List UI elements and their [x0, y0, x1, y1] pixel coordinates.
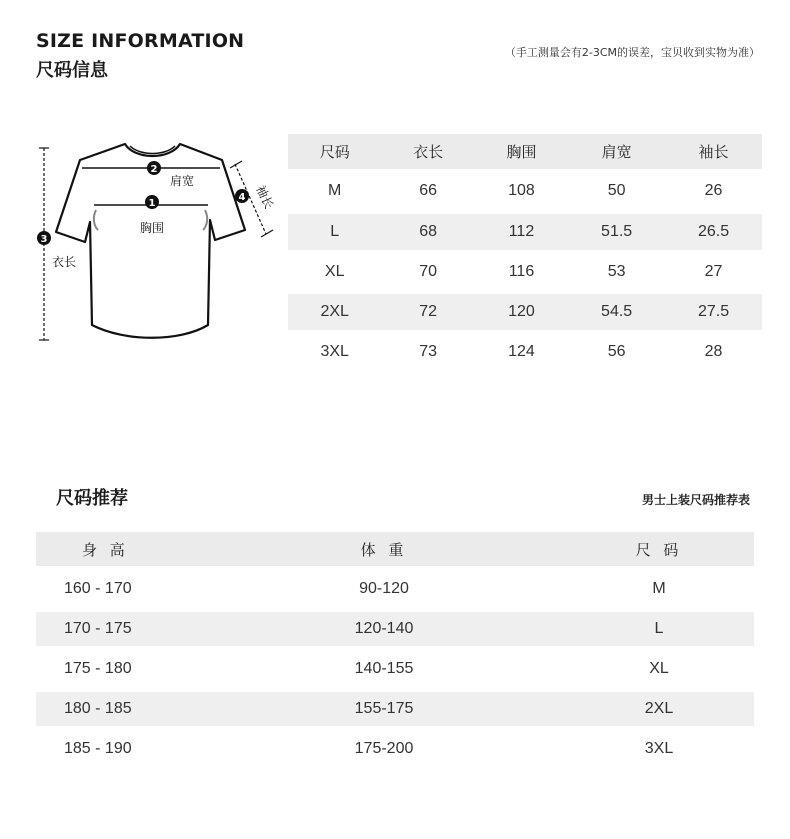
height-cell: 180 - 185 [36, 692, 204, 726]
length-cell: 73 [419, 343, 437, 361]
weight-cell: 175-200 [354, 740, 414, 757]
size-cell: 3XL [320, 343, 349, 361]
length-label: 衣长 [52, 255, 77, 269]
size-cell: 2XL [288, 294, 381, 330]
recommend-title: 尺码推荐 [56, 488, 128, 509]
size-cell: L [288, 214, 381, 250]
size-table [288, 134, 762, 375]
sleeve-cell: 27.5 [665, 294, 762, 330]
height-header: 身 高 [36, 532, 204, 566]
table-row [36, 646, 754, 692]
table-row [36, 612, 754, 646]
recommend-header-row [36, 532, 754, 566]
table-row [288, 250, 762, 295]
title-chinese: 尺码信息 [36, 60, 108, 81]
chest-number: 1 [148, 198, 156, 209]
shoulder-cell: 54.5 [568, 294, 665, 330]
recommend-table [36, 532, 754, 772]
weight-header: 体 重 [204, 532, 564, 566]
length-cell: 72 [381, 294, 474, 330]
chest-cell: 112 [475, 214, 568, 250]
chest-cell: 116 [508, 262, 535, 280]
size-cell: M [652, 580, 666, 597]
size-header-cell: 胸围 [475, 134, 568, 169]
size-header-cell: 衣长 [381, 134, 474, 169]
shoulder-label: 肩宽 [170, 174, 195, 188]
height-cell: 170 - 175 [36, 612, 204, 646]
size-header-cell: 尺码 [288, 134, 381, 169]
length-number: 3 [40, 234, 48, 245]
size-table-header-row [288, 134, 762, 169]
size-cell: XL [324, 262, 345, 280]
size-header-cell: 肩宽 [568, 134, 665, 169]
length-cell: 70 [419, 262, 437, 280]
size-cell: L [564, 612, 754, 646]
shoulder-cell: 56 [607, 343, 626, 361]
table-row [36, 726, 754, 772]
measurement-note: （手工测量会有2-3CM的误差，宝贝收到实物为准） [504, 46, 760, 59]
table-row [288, 330, 762, 375]
sleeve-label: 袖长 [253, 183, 277, 212]
size-header-cell: 袖长 [665, 134, 762, 169]
length-cell: 68 [381, 214, 474, 250]
shoulder-cell: 53 [607, 262, 626, 280]
table-row [288, 294, 762, 330]
size-cell: 3XL [644, 740, 674, 757]
size-cell: M [328, 182, 342, 200]
chest-label: 胸围 [140, 221, 165, 235]
height-cell: 160 - 170 [64, 580, 132, 597]
size-cell: 2XL [564, 692, 754, 726]
recommend-subtitle: 男士上装尺码推荐表 [641, 493, 750, 507]
table-row [288, 169, 762, 214]
title-english: SIZE INFORMATION [36, 30, 245, 52]
weight-cell: 90-120 [359, 580, 409, 597]
tshirt-measurement-diagram [30, 130, 280, 365]
length-cell: 66 [419, 182, 437, 200]
chest-cell: 120 [475, 294, 568, 330]
sleeve-cell: 28 [704, 343, 723, 361]
weight-cell: 120-140 [204, 612, 564, 646]
sleeve-cell: 26.5 [665, 214, 762, 250]
table-row [36, 566, 754, 612]
shoulder-number: 2 [150, 164, 158, 175]
weight-cell: 155-175 [204, 692, 564, 726]
table-row [288, 214, 762, 250]
sleeve-number: 4 [238, 192, 246, 203]
chest-cell: 124 [508, 343, 535, 361]
sleeve-cell: 26 [704, 182, 723, 200]
table-row [36, 692, 754, 726]
size-cell: XL [649, 660, 669, 677]
weight-cell: 140-155 [354, 660, 414, 677]
sleeve-cell: 27 [704, 262, 723, 280]
height-cell: 185 - 190 [64, 740, 132, 757]
height-cell: 175 - 180 [64, 660, 132, 677]
shoulder-cell: 51.5 [568, 214, 665, 250]
chest-cell: 108 [508, 182, 535, 200]
size-header: 尺 码 [564, 532, 754, 566]
shoulder-cell: 50 [607, 182, 626, 200]
